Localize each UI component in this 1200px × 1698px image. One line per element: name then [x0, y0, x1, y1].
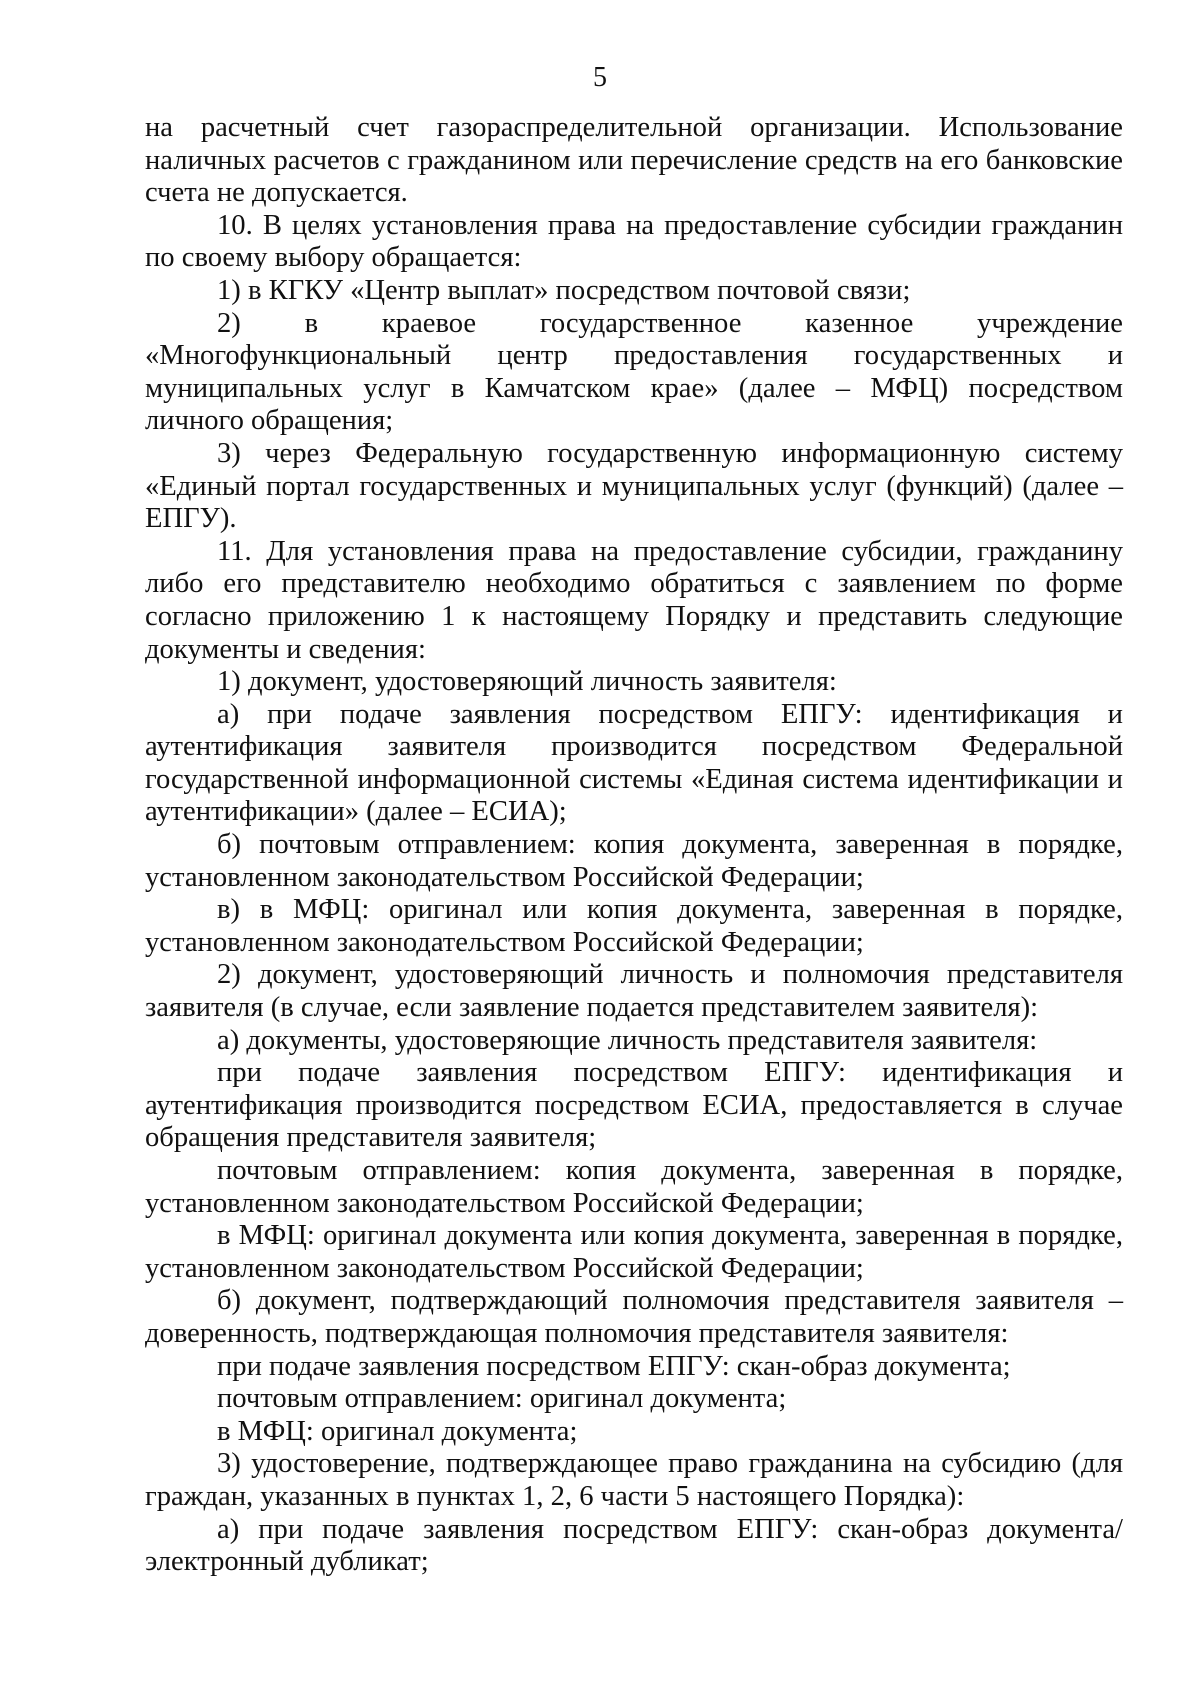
paragraph: а) документы, удостоверяющие личность представителя заявителя:	[217, 1024, 1038, 1056]
paragraph: а) при подаче заявления посредством ЕПГУ: идентификация и аутентификация заявителя производится посредством Федеральной государственной информационной системы «Единая система идентификации и аутентификации» (далее – ЕСИА);	[145, 698, 1123, 828]
paragraph: в) в МФЦ: оригинал или копия документа, заверенная в порядке, установленном законодательством Российской Федерации;	[145, 894, 1123, 958]
paragraph: при подаче заявления посредством ЕПГУ: идентификация и аутентификация производится посредством ЕСИА, предоставляется в случае обращения представителя заявителя;	[145, 1057, 1123, 1154]
paragraph: б) почтовым отправлением: копия документа, заверенная в порядке, установленном законодательством Российской Федерации;	[145, 829, 1123, 893]
paragraph: 2) в краевое государственное казенное учреждение «Многофункциональный центр предоставления государственных и муниципальных услуг в Камчатском крае» (далее – МФЦ) посредством личного обращения;	[145, 307, 1123, 437]
paragraph: при подаче заявления посредством ЕПГУ: скан-образ документа;	[217, 1350, 1011, 1382]
paragraph: 11. Для установления права на предоставление субсидии, гражданину либо его представителю необходимо обратиться с заявлением по форме согласно приложению 1 к настоящему Порядку и представить следующие документы и сведения:	[145, 535, 1123, 665]
paragraph: 3) удостоверение, подтверждающее право гражданина на субсидию (для граждан, указанных в пунктах 1, 2, 6 части 5 настоящего Порядка):	[145, 1448, 1123, 1512]
paragraph: 2) документ, удостоверяющий личность и полномочия представителя заявителя (в случае, если заявление подается представителем заявителя):	[145, 959, 1123, 1024]
paragraph: почтовым отправлением: оригинал документа;	[217, 1383, 787, 1415]
paragraph: 1) в КГКУ «Центр выплат» посредством почтовой связи;	[217, 274, 911, 306]
paragraph: б) документ, подтверждающий полномочия представителя заявителя – доверенность, подтверждающая полномочия представителя заявителя:	[145, 1285, 1123, 1349]
paragraph: в МФЦ: оригинал документа;	[217, 1415, 578, 1447]
paragraph: а) при подаче заявления посредством ЕПГУ: скан-образ документа/электронный дубликат;	[145, 1513, 1123, 1578]
paragraph: 1) документ, удостоверяющий личность заявителя:	[217, 666, 837, 698]
paragraph: 10. В целях установления права на предоставление субсидии гражданин по своему выбору обращается:	[145, 209, 1123, 274]
paragraph: на расчетный счет газораспределительной организации. Использование наличных расчетов с гражданином или перечисление средств на его банковские счета не допускается.	[145, 112, 1123, 209]
paragraph: 3) через Федеральную государственную информационную систему «Единый портал государственных и муниципальных услуг (функций) (далее – ЕПГУ).	[145, 437, 1123, 535]
page-number: 5	[593, 62, 607, 93]
document-body	[145, 112, 1123, 1579]
paragraph: в МФЦ: оригинал документа или копия документа, заверенная в порядке, установленном законодательством Российской Федерации;	[145, 1220, 1123, 1284]
paragraph: почтовым отправлением: копия документа, заверенная в порядке, установленном законодательством Российской Федерации;	[145, 1155, 1123, 1219]
